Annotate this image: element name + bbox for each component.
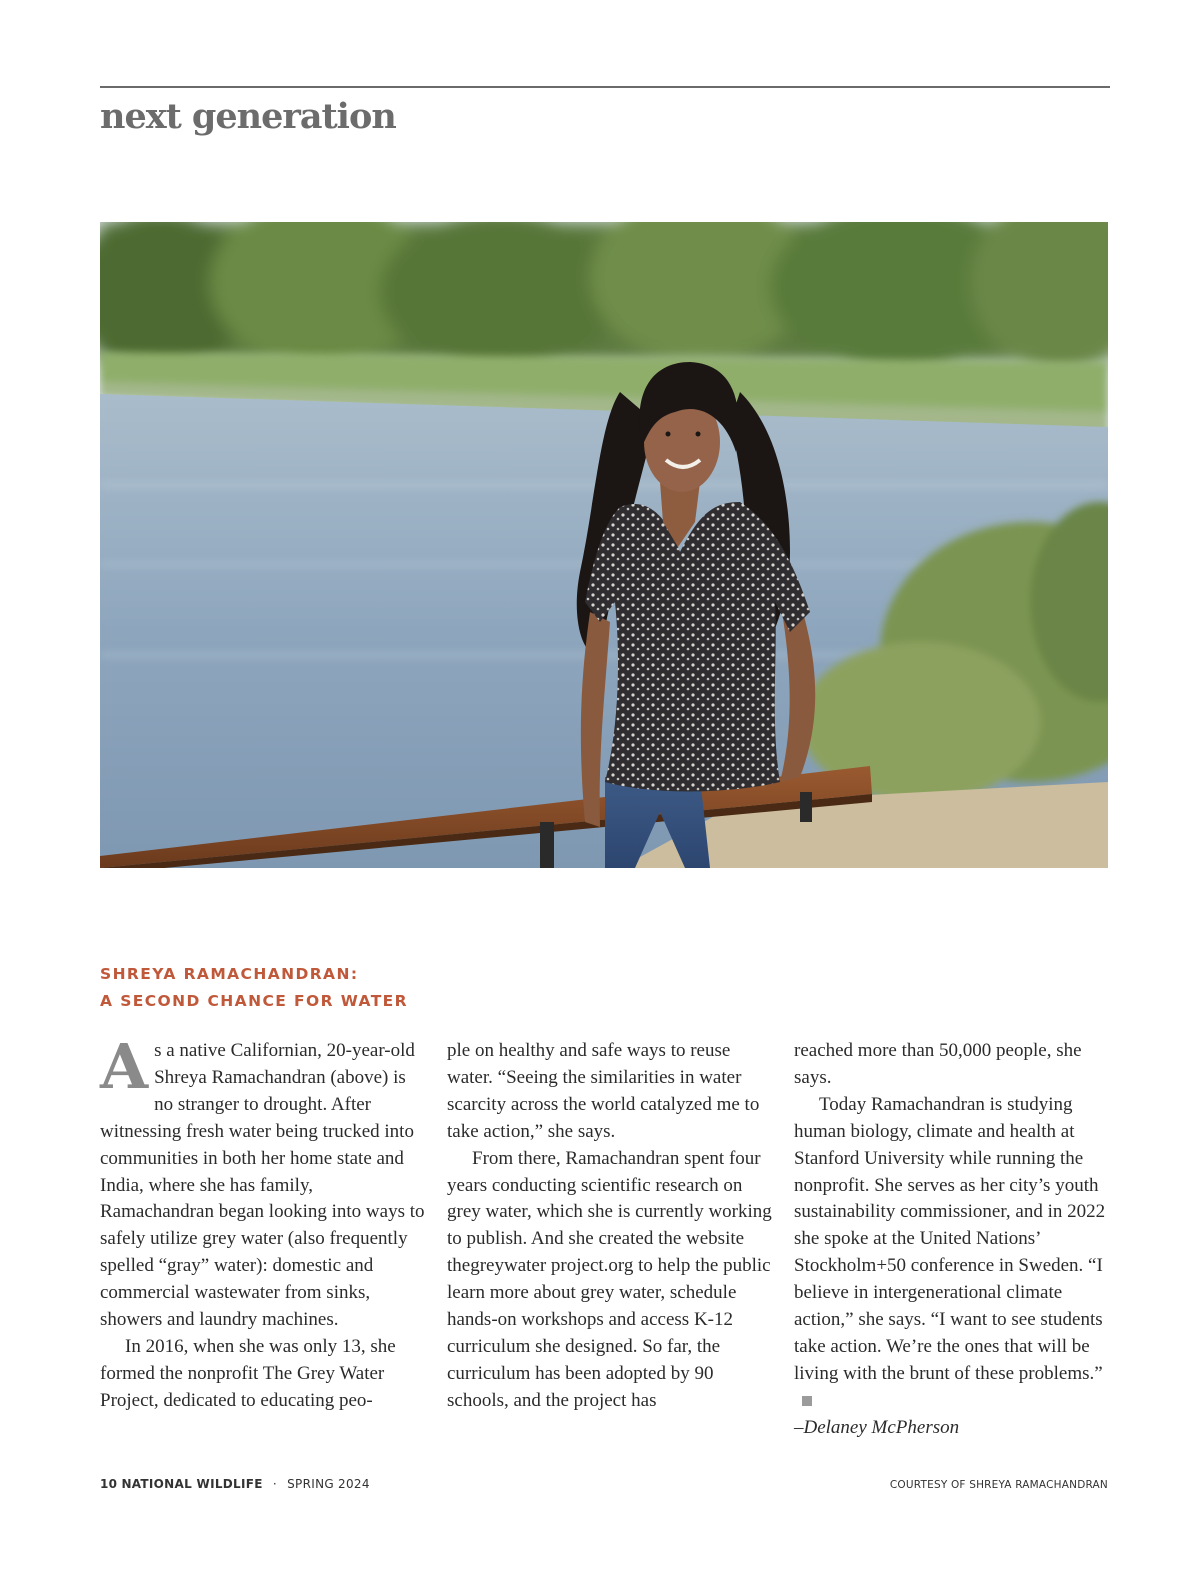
paragraph: [794, 1092, 1119, 1415]
headline-line-2: A SECOND CHANCE FOR WATER: [100, 992, 408, 1010]
paragraph: In 2016, when she was only 13, she formed the nonprofit The Grey Water Project, dedicated to educating peo-: [100, 1335, 396, 1411]
paragraph-text: Today Ramachandran is studying human biology, climate and health at Stanford University while running the nonprofit. She serves as her city’s youth sustainability commissioner, and in 2022 she spoke at the United Nations’ Stockholm+50 conference in Sweden. “I believe in intergenerational climate action,” she says. “I want to see students take action. We’re the ones that will be living with the brunt of these problems.”: [794, 1093, 1106, 1384]
drop-cap: A: [100, 1030, 149, 1103]
headline-line-1: SHREYA RAMACHANDRAN:: [100, 965, 359, 983]
paragraph: reached more than 50,000 people, she says.: [794, 1040, 1082, 1088]
page-number: 10: [100, 1477, 118, 1491]
folio-separator: ·: [272, 1477, 278, 1491]
paragraph: [100, 1030, 425, 1334]
paragraph: From there, Ramachandran spent four years conducting scientific research on grey water, which she is currently working to publish. And she created the website thegreywater project.org to help the public learn more about grey water, schedule hands-on workshops and access K-12 curriculum she designed. So far, the curriculum has been adopted by 90 schools, and the project has: [447, 1147, 772, 1411]
article-column-2: [447, 1038, 772, 1415]
section-title: next generation: [100, 96, 396, 137]
end-mark-icon: [802, 1396, 812, 1406]
portrait-photo: [100, 222, 1108, 868]
issue-date: SPRING 2024: [287, 1477, 370, 1491]
byline: –Delaney McPherson: [794, 1416, 960, 1438]
article-headline: [100, 961, 408, 1015]
top-rule: [100, 86, 1110, 88]
folio: [100, 1477, 370, 1491]
article-column-3: [794, 1038, 1119, 1442]
magazine-name: NATIONAL WILDLIFE: [121, 1477, 263, 1491]
article-column-1: [100, 1030, 425, 1415]
portrait-photo-illustration: [100, 222, 1108, 868]
paragraph: ple on healthy and safe ways to reuse water. “Seeing the similarities in water scarcity across the world catalyzed me to take action,” she says.: [447, 1040, 760, 1142]
paragraph-text: s a native Californian, 20-year-old Shreya Ramachandran (above) is no stranger to drought. After witnessing fresh water being trucked into communities in both her home state and India, where she has family, Ramachandran began looking into ways to safely utilize grey water (also frequently spelled “gray” water): domestic and commercial wastewater from sinks, showers and laundry machines.: [100, 1040, 425, 1331]
photo-credit: COURTESY OF SHREYA RAMACHANDRAN: [889, 1479, 1108, 1491]
